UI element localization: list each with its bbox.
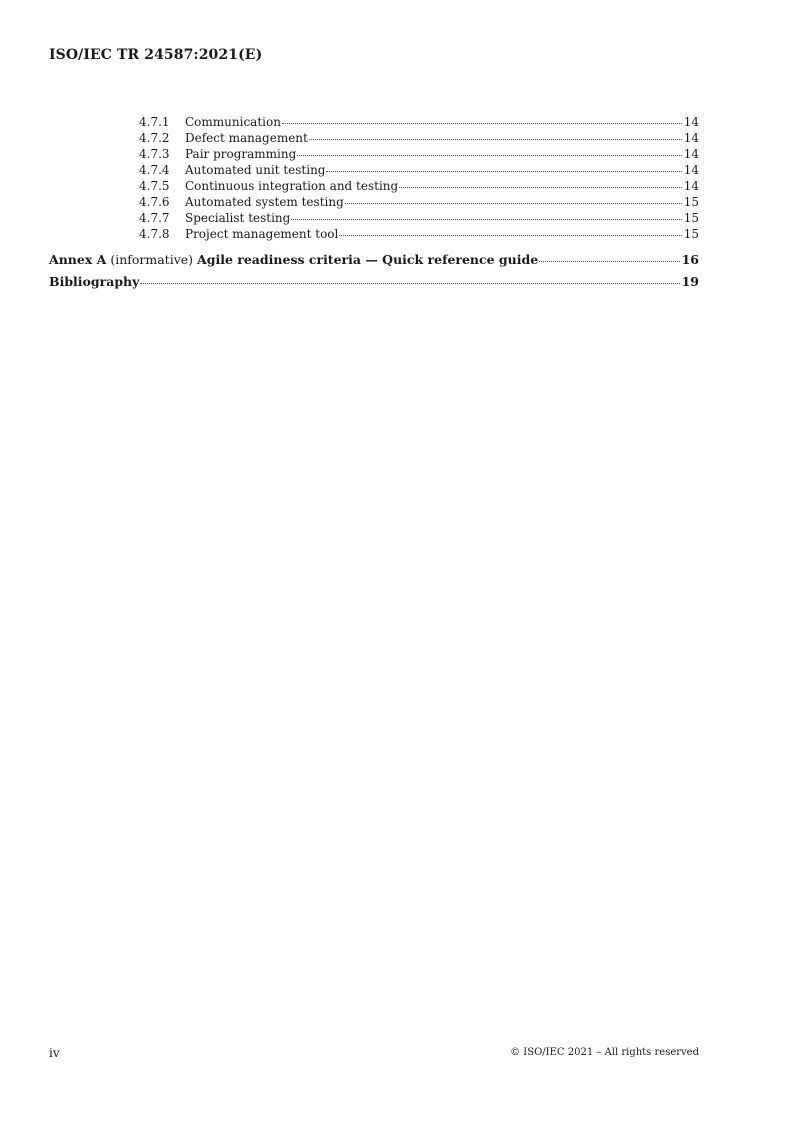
toc-entry-title: Continuous integration and testing [185,179,399,193]
copyright-notice: © ISO/IEC 2021 – All rights reserved [510,1047,699,1058]
toc-entry-number: 4.7.4 [139,163,170,177]
toc-entry-page: 15 [683,211,699,225]
page-number: iv [49,1046,60,1060]
toc-entry-4-7-1[interactable] [49,114,699,130]
dot-leader [539,260,679,262]
toc-entry-bibliography[interactable] [49,274,699,290]
toc-entry-title: Automated unit testing [185,163,326,177]
toc-entry-page: 14 [683,115,699,129]
dot-leader [345,202,682,204]
document-id-header: ISO/IEC TR 24587:2021(E) [49,47,263,63]
dot-leader [326,170,681,172]
toc-entry-title: Pair programming [185,147,297,161]
toc-entry-page: 19 [681,274,699,289]
toc-entry-title: Project management tool [185,227,339,241]
toc-entry-page: 15 [683,195,699,209]
toc-entry-4-7-2[interactable] [49,130,699,146]
toc-entry-number: 4.7.8 [139,227,170,241]
toc-entry-number: 4.7.2 [139,131,170,145]
toc-entry-page: 14 [683,179,699,193]
toc-entry-page: 14 [683,131,699,145]
dot-leader [140,282,679,284]
toc-entry-number: 4.7.1 [139,115,170,129]
toc-entry-4-7-6[interactable] [49,194,699,210]
toc-entry-title: Automated system testing [185,195,344,209]
toc-entry-page: 14 [683,147,699,161]
toc-entry-annex-a[interactable] [49,252,699,268]
toc-entry-number: 4.7.3 [139,147,170,161]
dot-leader [399,186,682,188]
toc-entry-4-7-7[interactable] [49,210,699,226]
toc-entry-number: 4.7.5 [139,179,170,193]
annex-title: Agile readiness criteria — Quick reference guide [197,252,539,267]
toc-entry-4-7-5[interactable] [49,178,699,194]
toc-entry-4-7-3[interactable] [49,146,699,162]
toc-entry-title: Specialist testing [185,211,291,225]
dot-leader [282,122,682,124]
annex-qualifier: (informative) [110,252,194,267]
toc-entry-title: Defect management [185,131,308,145]
dot-leader [309,138,682,140]
toc-entry-4-7-4[interactable] [49,162,699,178]
toc-entry-number: 4.7.6 [139,195,170,209]
toc-entry-4-7-8[interactable] [49,226,699,242]
table-of-contents [49,114,699,290]
dot-leader [291,218,681,220]
bibliography-title: Bibliography [49,274,140,289]
toc-entry-page: 16 [681,252,699,267]
toc-entry-number: 4.7.7 [139,211,170,225]
toc-entry-title: Communication [185,115,281,129]
toc-entry-page: 15 [683,227,699,241]
toc-entry-page: 14 [683,163,699,177]
dot-leader [297,154,681,156]
dot-leader [339,234,681,236]
annex-label: Annex A [49,252,107,267]
